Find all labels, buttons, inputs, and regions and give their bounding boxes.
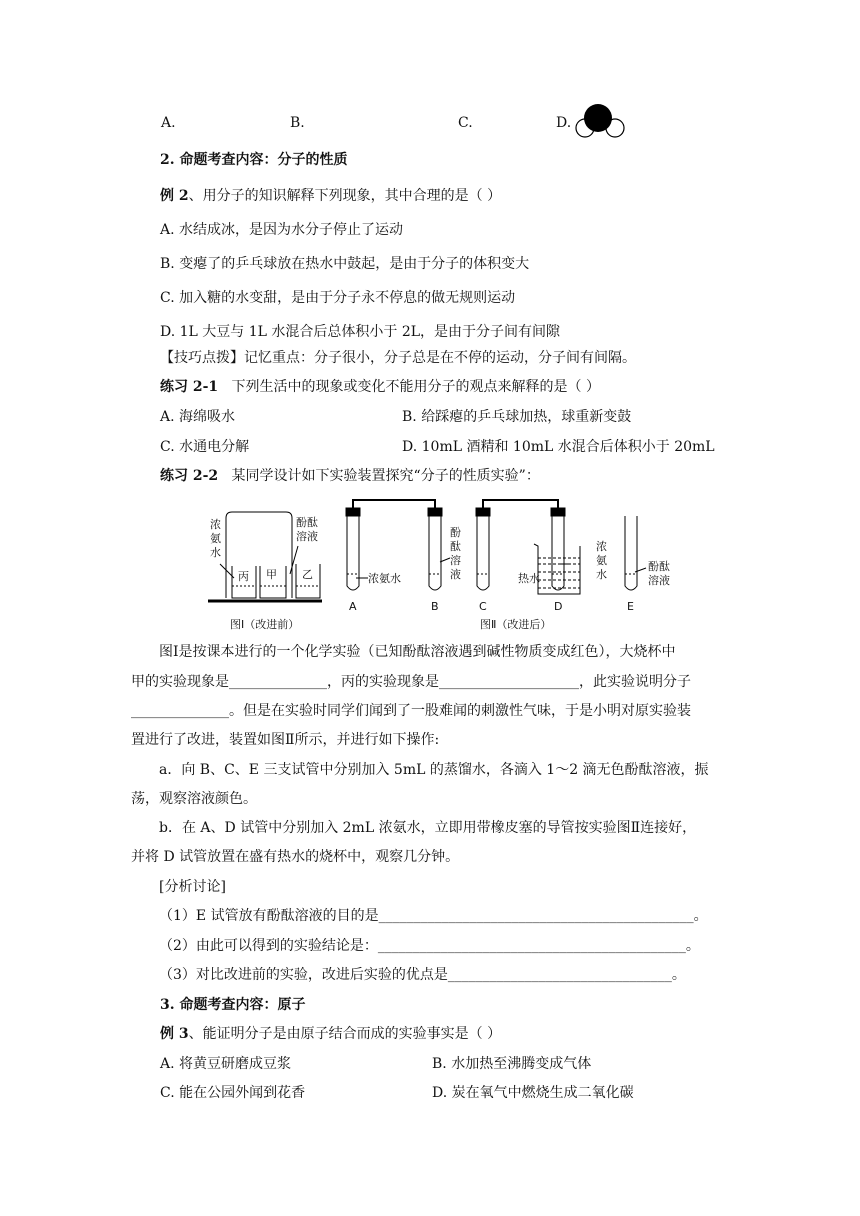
molecule-model-d bbox=[570, 100, 630, 142]
label-conc-ammonia-a: 浓氨水 bbox=[368, 572, 401, 585]
example-3-option-c: C. 能在公园外闻到花香 bbox=[160, 1085, 306, 1101]
fig1-conc: 浓 bbox=[210, 518, 221, 531]
practice-2-2-question bbox=[160, 466, 540, 486]
example-3-question bbox=[160, 1024, 501, 1044]
tube-label-a: A bbox=[349, 600, 357, 613]
example-2-option-c: C. 加入糖的水变甜，是由于分子永不停息的做无规则运动 bbox=[160, 290, 516, 306]
step-a-line-2: 荡，观察溶液颜色。 bbox=[131, 791, 257, 807]
option-c: C. bbox=[458, 115, 473, 131]
tip-text: 【技巧点拨】记忆重点：分子很小，分子总是在不停的运动，分子间有间隔。 bbox=[160, 350, 636, 366]
option-d: D. bbox=[556, 115, 572, 131]
example-3-option-a: A. 将黄豆研磨成豆浆 bbox=[160, 1056, 292, 1072]
tube-label-d: D bbox=[554, 600, 563, 613]
practice-2-1-option-d: D. 10mL 酒精和 10mL 水混合后体积小于 20mL bbox=[402, 439, 715, 455]
hot-water-beaker bbox=[534, 544, 580, 594]
para-1-line-2: 甲的实验现象是______________，丙的实验现象是____________________，此实验说明分子 bbox=[131, 674, 691, 690]
example-3-option-d: D. 炭在氧气中燃烧生成二氧化碳 bbox=[432, 1085, 634, 1101]
para-1-line-1: 图Ⅰ是按课本进行的一个化学实验（已知酚酞溶液遇到碱性物质变成红色），大烧杯中 bbox=[159, 644, 676, 660]
analysis-q3: （3）对比改进前的实验，改进后实验的优点是________________________________。 bbox=[159, 967, 686, 983]
label-hot-water: 热水 bbox=[518, 572, 540, 585]
tube-e bbox=[625, 516, 637, 590]
practice-2-1-option-c: C. 水通电分解 bbox=[160, 439, 250, 455]
para-1-line-4: 置进行了改进，装置如图Ⅱ所示，并进行如下操作: bbox=[131, 732, 440, 748]
beaker-label-bing: 丙 bbox=[238, 570, 249, 583]
label-phenol-e1: 酚酞 bbox=[648, 560, 670, 573]
fig1-water: 水 bbox=[210, 546, 221, 559]
tube-label-b: B bbox=[431, 600, 439, 613]
practice-2-1-text: 下列生活中的现象或变化不能用分子的观点来解释的是（ ） bbox=[231, 379, 600, 395]
label-water-d: 水 bbox=[596, 568, 607, 581]
option-a: A. bbox=[161, 115, 176, 131]
figure-2-caption: 图Ⅱ（改进后） bbox=[480, 618, 552, 631]
analysis-q1: （1）E 试管放有酚酞溶液的目的是_____________________________________________。 bbox=[159, 908, 708, 924]
fig1-ammonia: 氨 bbox=[210, 532, 221, 545]
analysis-q2: （2）由此可以得到的实验结论是：____________________________________________。 bbox=[159, 938, 700, 954]
practice-2-1-label: 练习 2-1 bbox=[160, 379, 219, 395]
tube-d bbox=[552, 516, 564, 590]
figure-1-caption: 图Ⅰ（改进前） bbox=[230, 618, 300, 631]
fig1-solution: 溶液 bbox=[296, 530, 318, 543]
tube-label-c: C bbox=[479, 600, 487, 613]
large-beaker bbox=[226, 512, 292, 598]
label-phenol-v4: 液 bbox=[450, 568, 461, 581]
section-2-heading: 2. 命题考查内容：分子的性质 bbox=[160, 152, 348, 168]
experiment-figure bbox=[200, 494, 690, 644]
example-2-label: 例 2 bbox=[160, 188, 189, 204]
stopper-a bbox=[346, 508, 360, 516]
step-b-line-2: 并将 D 试管放置在盛有热水的烧杯中，观察几分钟。 bbox=[131, 849, 460, 865]
tube-label-e: E bbox=[627, 600, 634, 613]
example-3-text: 、能证明分子是由原子结合而成的实验事实是（ ） bbox=[188, 1026, 502, 1042]
option-b: B. bbox=[290, 115, 305, 131]
stopper-c bbox=[476, 508, 490, 516]
practice-2-2-text: 某同学设计如下实验装置探究“分子的性质实验”： bbox=[231, 468, 540, 484]
example-2-option-a: A. 水结成冰，是因为水分子停止了运动 bbox=[160, 222, 404, 238]
example-2-option-b: B. 变瘪了的乒乓球放在热水中鼓起，是由于分子的体积变大 bbox=[160, 256, 530, 272]
pointer-phenol bbox=[290, 546, 298, 574]
beaker-label-jia: 甲 bbox=[266, 568, 277, 581]
label-conc-d: 浓 bbox=[596, 540, 607, 553]
stopper-b bbox=[428, 508, 442, 516]
fig1-phenol: 酚酞 bbox=[296, 516, 318, 529]
practice-2-1-option-b: B. 给踩瘪的乒乓球加热，球重新变鼓 bbox=[402, 409, 632, 425]
label-phenol-v2: 酞 bbox=[450, 540, 461, 553]
example-2-question bbox=[160, 186, 501, 206]
large-atom bbox=[584, 104, 612, 132]
tube-b bbox=[429, 516, 441, 590]
beaker-label-yi: 乙 bbox=[302, 568, 313, 581]
label-ammonia-d: 氨 bbox=[596, 554, 607, 567]
practice-2-1-question bbox=[160, 377, 600, 397]
example-3-option-b: B. 水加热至沸腾变成气体 bbox=[432, 1056, 592, 1072]
label-phenol-e2: 溶液 bbox=[648, 574, 670, 587]
connecting-tube-cd bbox=[483, 500, 558, 508]
example-3-label: 例 3 bbox=[160, 1026, 189, 1042]
practice-2-1-option-a: A. 海绵吸水 bbox=[160, 409, 236, 425]
label-phenol-v3: 溶 bbox=[450, 554, 461, 567]
connecting-tube-ab bbox=[353, 500, 435, 508]
practice-2-2-label: 练习 2-2 bbox=[160, 468, 219, 484]
stopper-d bbox=[551, 508, 565, 516]
step-b-line-1: b．在 A、D 试管中分别加入 2mL 浓氨水，立即用带橡皮塞的导管按实验图Ⅱ连接好， bbox=[159, 820, 697, 836]
section-3-heading: 3. 命题考查内容：原子 bbox=[160, 997, 306, 1013]
tube-a bbox=[347, 516, 359, 590]
step-a-line-1: a．向 B、C、E 三支试管中分别加入 5mL 的蒸馏水，各滴入 1～2 滴无色酚酞溶液，振 bbox=[159, 762, 709, 778]
example-2-option-d: D. 1L 大豆与 1L 水混合后总体积小于 2L，是由于分子间有间隙 bbox=[160, 324, 561, 340]
analysis-heading: [分析讨论] bbox=[159, 879, 226, 895]
tube-c bbox=[477, 516, 489, 590]
label-phenol-v1: 酚 bbox=[450, 526, 461, 539]
example-2-text: 、用分子的知识解释下列现象，其中合理的是（ ） bbox=[188, 188, 502, 204]
para-1-line-3: ______________。但是在实验时同学们闻到了一股难闻的刺激性气味，于是小明对原实验装 bbox=[131, 703, 691, 719]
